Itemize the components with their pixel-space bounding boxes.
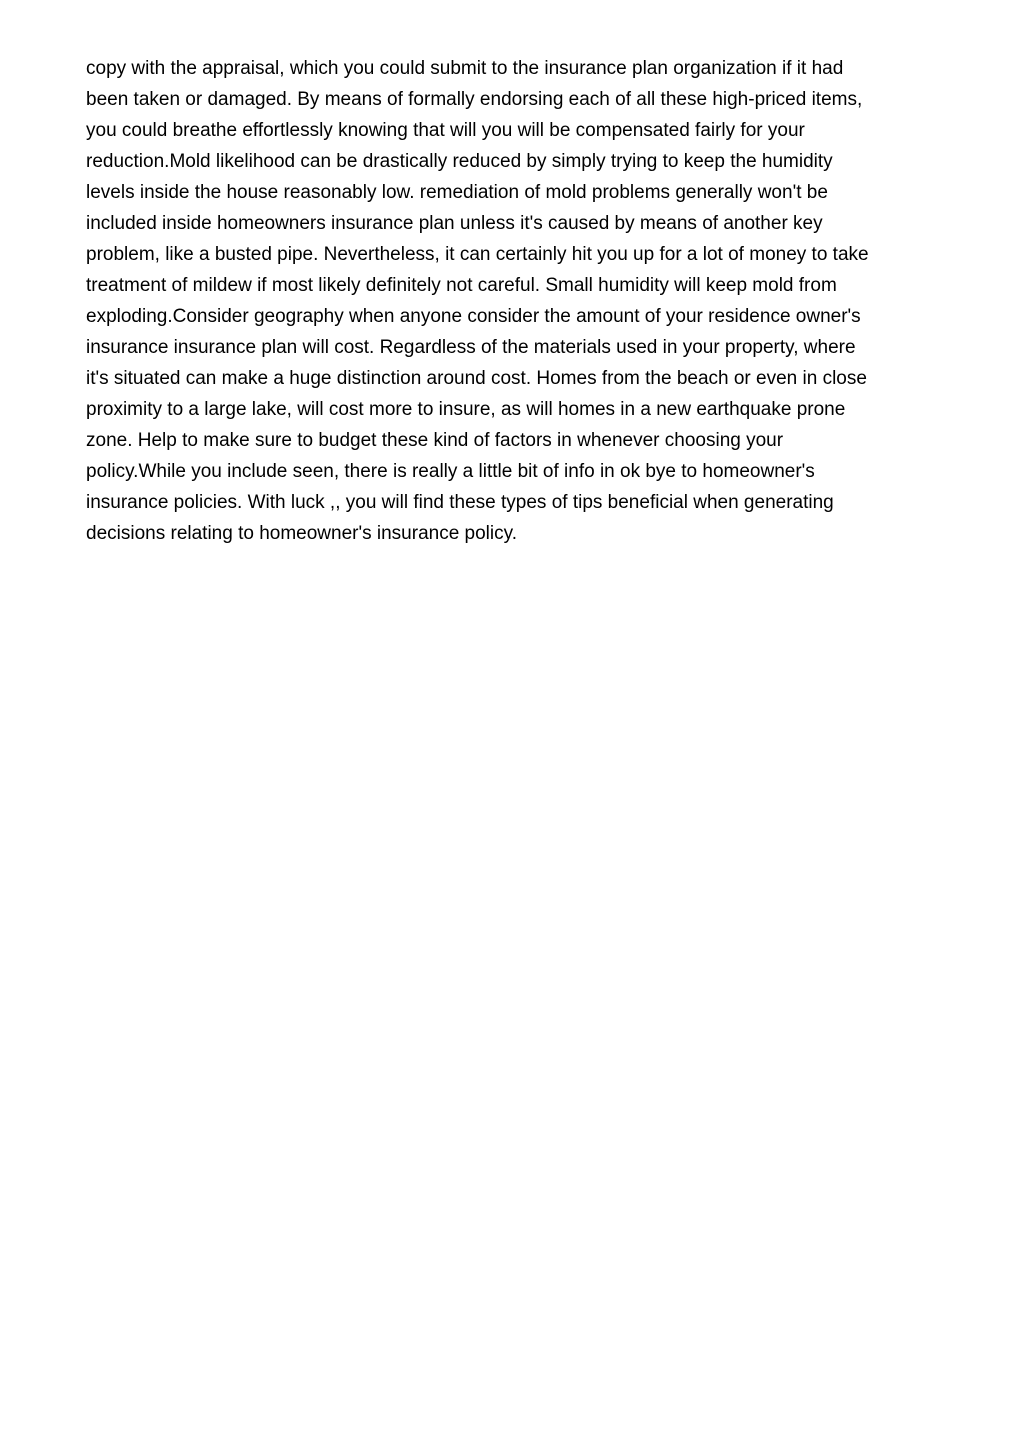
paragraph-line: included inside homeowners insurance plan unless it's caused by means of another key (86, 213, 823, 234)
paragraph-line: zone. Help to make sure to budget these kind of factors in whenever choosing your (86, 430, 784, 451)
paragraph-line: decisions relating to homeowner's insurance policy. (86, 523, 517, 544)
paragraph-line: policy.While you include seen, there is really a little bit of info in ok bye to homeowner's (86, 461, 815, 482)
paragraph-line: it's situated can make a huge distinction around cost. Homes from the beach or even in close (86, 368, 867, 389)
paragraph-line: levels inside the house reasonably low. remediation of mold problems generally won't be (86, 182, 828, 203)
paragraph-line: problem, like a busted pipe. Nevertheless, it can certainly hit you up for a lot of money to take (86, 244, 869, 265)
paragraph-line: proximity to a large lake, will cost more to insure, as will homes in a new earthquake prone (86, 399, 846, 420)
body-paragraph (86, 53, 966, 549)
paragraph-line: insurance insurance plan will cost. Regardless of the materials used in your property, where (86, 337, 856, 358)
paragraph-line: treatment of mildew if most likely definitely not careful. Small humidity will keep mold from (86, 275, 837, 296)
paragraph-line: insurance policies. With luck ,, you will find these types of tips beneficial when generating (86, 492, 834, 513)
paragraph-line: been taken or damaged. By means of formally endorsing each of all these high-priced items, (86, 89, 863, 110)
paragraph-line: reduction.Mold likelihood can be drastically reduced by simply trying to keep the humidity (86, 151, 833, 172)
paragraph-line: copy with the appraisal, which you could submit to the insurance plan organization if it had (86, 58, 844, 79)
paragraph-line: exploding.Consider geography when anyone consider the amount of your residence owner's (86, 306, 861, 327)
paragraph-line: you could breathe effortlessly knowing that will you will be compensated fairly for your (86, 120, 805, 141)
